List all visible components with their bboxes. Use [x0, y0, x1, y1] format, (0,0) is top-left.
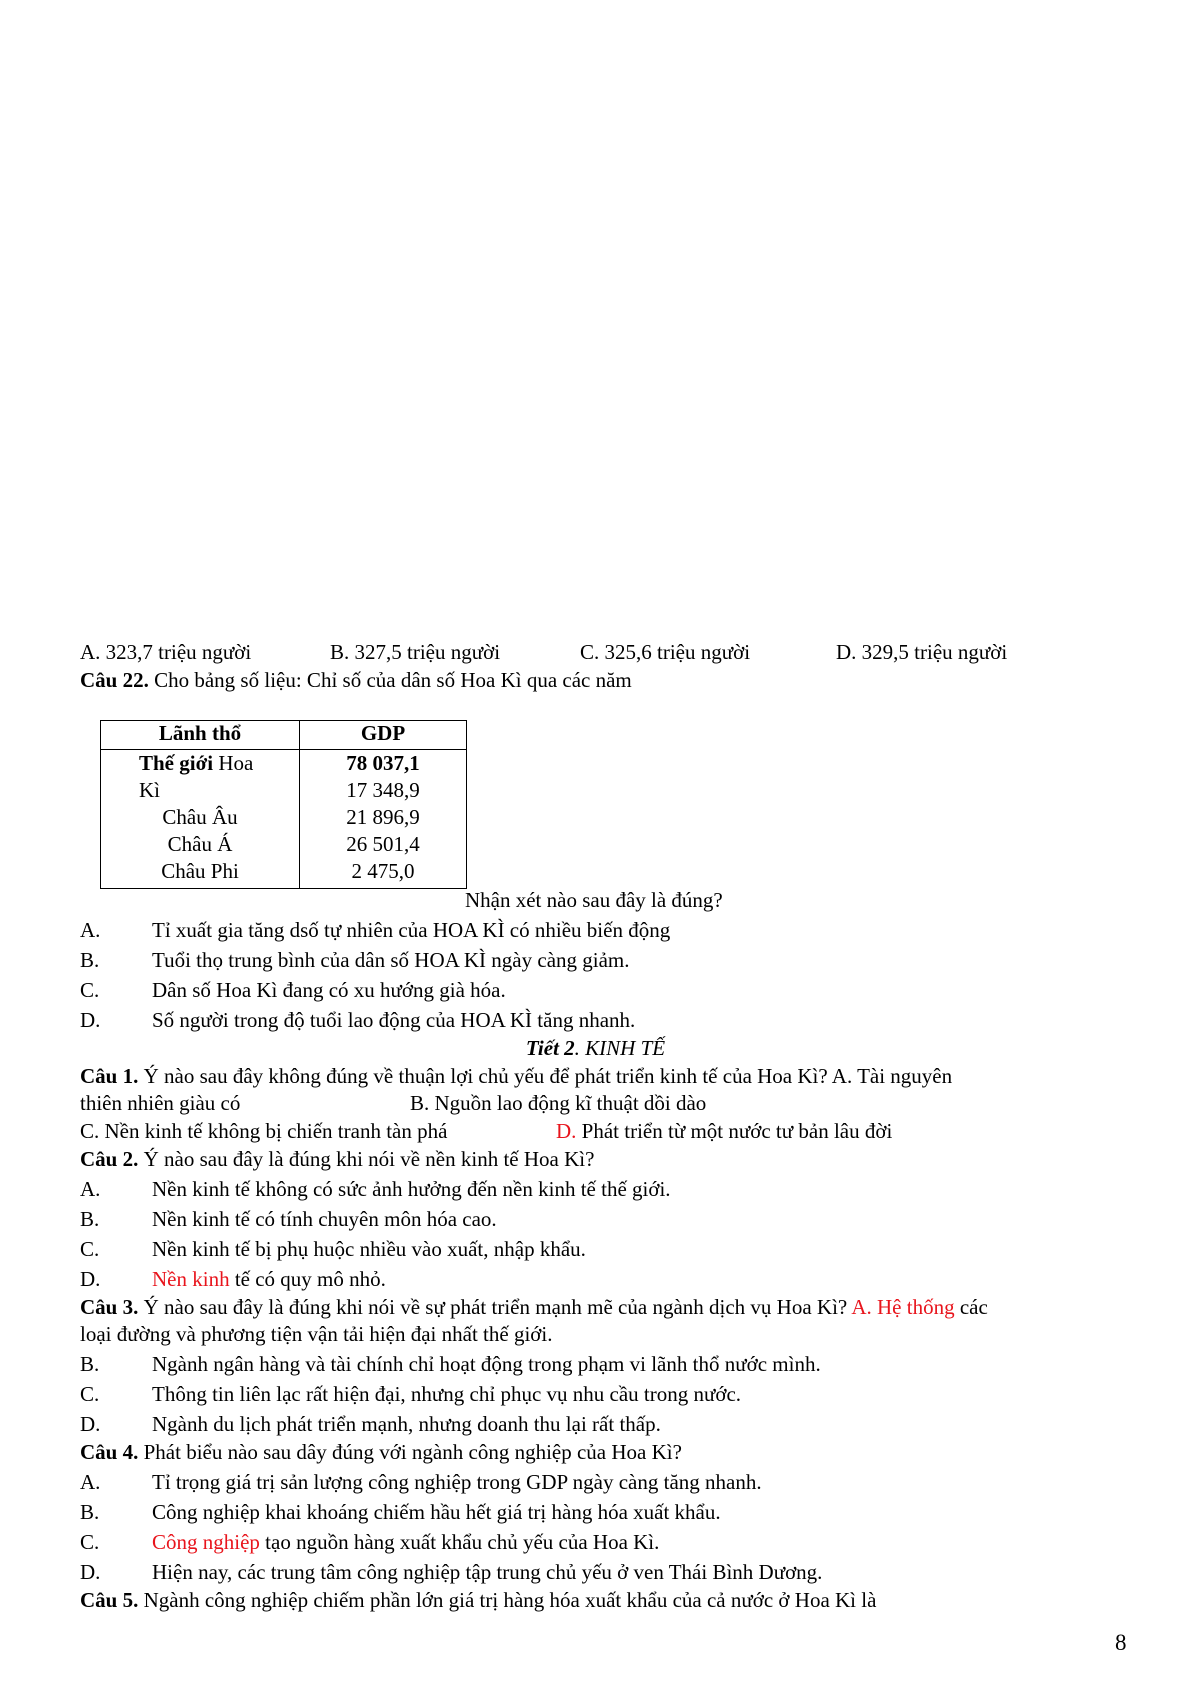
option-label: C. [80, 1237, 100, 1261]
page-number: 8 [1115, 1630, 1127, 1655]
q1-option-c: C. Nền kinh tế không bị chiến tranh tàn phá [80, 1119, 448, 1143]
q1-option-a-cont: thiên nhiên giàu có [80, 1091, 241, 1115]
q1-option-d-text: Phát triển từ một nước tư bản lâu đời [576, 1119, 893, 1143]
option-label: D. [80, 1412, 101, 1436]
q4-label: Câu 4. [80, 1440, 139, 1464]
region-us-label-part1: Hoa [218, 751, 254, 775]
option-label: B. [80, 1207, 100, 1231]
q5-label: Câu 5. [80, 1588, 139, 1612]
q1-answer-marker: D. [556, 1119, 577, 1143]
q3-stem [80, 1295, 988, 1319]
q4-stem [80, 1440, 682, 1464]
option-text: Ngành ngân hàng và tài chính chỉ hoạt động trong phạm vi lãnh thổ nước mình. [152, 1352, 821, 1376]
q22-stem [80, 668, 632, 692]
option-text: Tỉ trọng giá trị sản lượng công nghiệp trong GDP ngày càng tăng nhanh. [152, 1470, 762, 1494]
option-label: B. [80, 948, 100, 972]
option-label: A. [80, 918, 101, 942]
gdp-us: 17 348,9 [346, 778, 420, 802]
option-text: Ngành du lịch phát triển mạnh, nhưng doanh thu lại rất thấp. [152, 1412, 661, 1436]
header-gdp: GDP [300, 721, 467, 750]
q4-text: Phát biểu nào sau dây đúng với ngành công nghiệp của Hoa Kì? [143, 1440, 682, 1464]
answer-highlight: Công nghiệp [152, 1530, 260, 1554]
region-us-wrap: Kì [139, 778, 160, 802]
option-text [152, 1267, 386, 1291]
q1-label: Câu 1. [80, 1064, 139, 1088]
q22-label: Câu 22. [80, 668, 149, 692]
region-asia: Châu Á [167, 832, 233, 856]
option-text: Công nghiệp khai khoáng chiếm hầu hết giá trị hàng hóa xuất khẩu. [152, 1500, 721, 1524]
region-world-label: Thế giới [139, 751, 214, 775]
option-label: D. [80, 1008, 101, 1032]
option-label: C. [80, 978, 100, 1002]
option-label: B. [80, 1352, 100, 1376]
section-title-bold: Tiết 2 [525, 1036, 575, 1060]
option-text: Nền kinh tế không có sức ảnh hưởng đến nền kinh tế thế giới. [152, 1177, 671, 1201]
q3-answer-highlight: A. Hệ thống [851, 1295, 955, 1319]
q2-text: Ý nào sau đây là đúng khi nói về nền kinh tế Hoa Kì? [143, 1147, 595, 1171]
option-label: D. [80, 1560, 101, 1584]
region-cell [101, 750, 300, 889]
q1-option-d [556, 1119, 892, 1143]
option-text [152, 1530, 659, 1554]
q3-label: Câu 3. [80, 1295, 139, 1319]
option-label: C. [80, 1530, 100, 1554]
gdp-table-header [101, 721, 467, 750]
q3-tail: các [954, 1295, 988, 1319]
section-title [0, 1036, 1191, 1060]
option-label: A. [80, 1470, 101, 1494]
gdp-table-body [101, 750, 467, 889]
option-label: D. [80, 1267, 101, 1291]
region-africa: Châu Phi [161, 859, 239, 883]
q1-option-b: B. Nguồn lao động kĩ thuật dồi dào [410, 1091, 707, 1115]
q21-option-b: B. 327,5 triệu người [330, 640, 501, 664]
gdp-world: 78 037,1 [346, 751, 420, 775]
q3-text: Ý nào sau đây là đúng khi nói về sự phát triển mạnh mẽ của ngành dịch vụ Hoa Kì? [143, 1295, 848, 1319]
header-region: Lãnh thổ [101, 721, 300, 750]
option-label: A. [80, 1177, 101, 1201]
q1-stem [80, 1064, 952, 1088]
q1-text: Ý nào sau đây không đúng về thuận lợi chủ yếu để phát triển kinh tế của Hoa Kì? A. Tài nguyên [143, 1064, 953, 1088]
q2-stem [80, 1147, 594, 1171]
option-text: Thông tin liên lạc rất hiện đại, nhưng chỉ phục vụ nhu cầu trong nước. [152, 1382, 742, 1406]
option-text: Nền kinh tế có tính chuyên môn hóa cao. [152, 1207, 497, 1231]
q21-option-a: A. 323,7 triệu người [80, 640, 252, 664]
q3-option-a-cont: loại đường và phương tiện vận tải hiện đại nhất thế giới. [80, 1322, 553, 1346]
option-text-rest: tế có quy mô nhỏ. [229, 1267, 386, 1291]
q2-label: Câu 2. [80, 1147, 139, 1171]
gdp-europe: 21 896,9 [346, 805, 420, 829]
q21-option-c: C. 325,6 triệu người [580, 640, 751, 664]
option-text: Dân số Hoa Kì đang có xu hướng già hóa. [152, 978, 506, 1002]
option-text: Số người trong độ tuổi lao động của HOA KÌ tăng nhanh. [152, 1008, 636, 1032]
answer-highlight: Nền kinh [152, 1267, 230, 1291]
option-label: B. [80, 1500, 100, 1524]
gdp-table [100, 720, 467, 889]
section-title-rest: . KINH TẾ [574, 1036, 666, 1060]
q5-stem [80, 1588, 876, 1612]
q5-text: Ngành công nghiệp chiếm phần lớn giá trị hàng hóa xuất khẩu của cả nước ở Hoa Kì là [143, 1588, 877, 1612]
region-world [101, 750, 299, 777]
gdp-africa: 2 475,0 [351, 859, 415, 883]
option-text: Tuổi thọ trung bình của dân số HOA KÌ ngày càng giảm. [152, 948, 630, 972]
option-text: Tỉ xuất gia tăng dsố tự nhiên của HOA KÌ có nhiều biến động [152, 918, 671, 942]
region-europe: Châu Âu [162, 805, 238, 829]
option-label: C. [80, 1382, 100, 1406]
q22-text: Cho bảng số liệu: Chỉ số của dân số Hoa Kì qua các năm [154, 668, 632, 692]
option-text: Hiện nay, các trung tâm công nghiệp tập trung chủ yếu ở ven Thái Bình Dương. [152, 1560, 823, 1584]
gdp-asia: 26 501,4 [346, 832, 420, 856]
option-text: Nền kinh tế bị phụ huộc nhiều vào xuất, nhập khẩu. [152, 1237, 586, 1261]
option-text-rest: tạo nguồn hàng xuất khẩu chủ yếu của Hoa Kì. [259, 1530, 660, 1554]
q22-question: Nhận xét nào sau đây là đúng? [465, 888, 723, 912]
q21-option-d: D. 329,5 triệu người [836, 640, 1008, 664]
gdp-cell [300, 750, 467, 889]
